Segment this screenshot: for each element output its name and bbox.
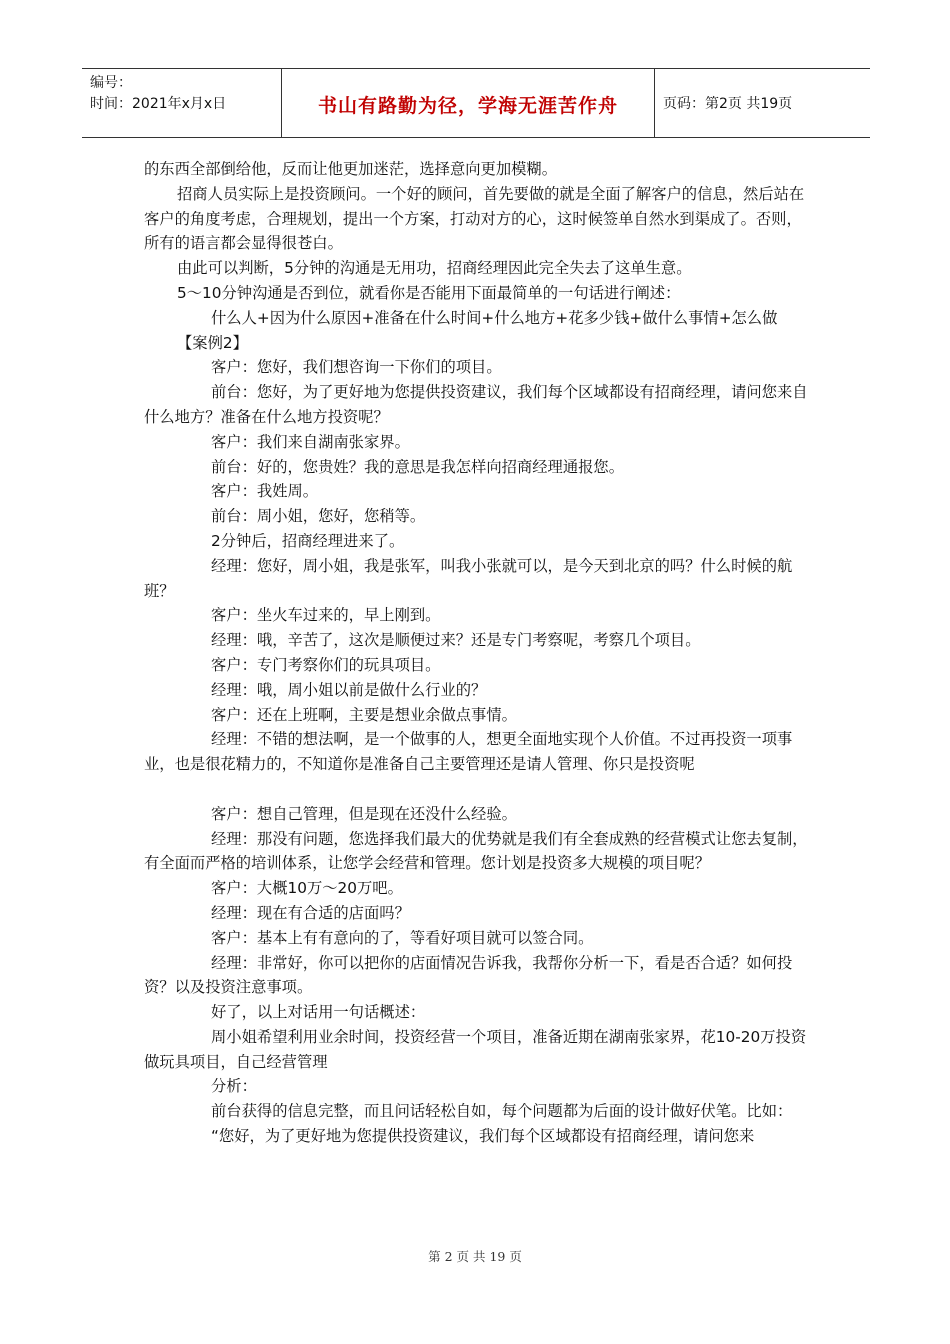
body-paragraph: 周小姐希望利用业余时间，投资经营一个项目，准备近期在湖南张家界，花10-20万投资做玩具项目，自己经营管理 (144, 1027, 807, 1071)
header-motto: 书山有路勤为径，学海无涯苦作舟 (317, 95, 618, 117)
body-paragraph: 什么人+因为什么原因+准备在什么时间+什么地方+花多少钱+做什么事情+怎么做 (211, 308, 778, 327)
body-paragraph: 客户：还在上班啊，主要是想业余做点事情。 (211, 705, 517, 724)
body-paragraph: 经理：哦，辛苦了，这次是顺便过来？还是专门考察呢，考察几个项目。 (211, 631, 701, 650)
body-paragraph: 客户：坐火车过来的，早上刚到。 (211, 606, 441, 625)
document-number-label: 编号： (90, 75, 132, 91)
header-motto-cell (282, 69, 655, 137)
body-paragraph: 的东西全部倒给他，反而让他更加迷茫，选择意向更加模糊。 (144, 160, 558, 178)
page-header (82, 68, 870, 138)
body-paragraph: “您好，为了更好地为您提供投资建议，我们每个区域都设有招商经理，请问您来 (211, 1127, 755, 1146)
body-paragraph: 好了，以上对话用一句话概述： (211, 1003, 426, 1022)
body-paragraph: 经理：那没有问题，您选择我们最大的优势就是我们有全套成熟的经营模式让您去复制，有全面而严格的培训体系，让您学会经营和管理。您计划是投资多大规模的项目呢？ (144, 829, 808, 873)
header-meta (82, 69, 282, 137)
body-paragraph: 客户：基本上有有意向的了，等看好项目就可以签合同。 (211, 928, 594, 947)
header-page-info: 页码：第2页 共19页 (663, 96, 793, 112)
body-paragraph: 客户：我姓周。 (211, 482, 319, 501)
body-paragraph: 【案例2】 (177, 333, 248, 352)
body-paragraph: 前台：好的，您贵姓？我的意思是我怎样向招商经理通报您。 (211, 457, 625, 476)
body-paragraph: 经理：不错的想法啊，是一个做事的人，想更全面地实现个人价值。不过再投资一项事业，也是很花精力的，不知道你是准备自己主要管理还是请人管理、你只是投资呢 (144, 730, 793, 774)
page-footer: 第 2 页 共 19 页 (428, 1249, 522, 1264)
body-paragraph: 前台：您好，为了更好地为您提供投资建议，我们每个区域都设有招商经理，请问您来自什么地方？准备在什么地方投资呢？ (144, 383, 808, 426)
body-paragraph: 客户：我们来自湖南张家界。 (211, 432, 410, 451)
body-paragraph: 客户：想自己管理，但是现在还没什么经验。 (211, 804, 517, 823)
document-date-label: 时间：2021年x月x日 (90, 96, 227, 112)
body-paragraph: 客户：专门考察你们的玩具项目。 (211, 655, 441, 674)
body-paragraph: 经理：哦，周小姐以前是做什么行业的？ (211, 680, 487, 699)
body-paragraph: 经理：现在有合适的店面吗？ (211, 903, 410, 922)
body-paragraph: 客户：您好，我们想咨询一下你们的项目。 (211, 358, 502, 377)
blank-line (144, 777, 809, 802)
body-paragraph: 2分钟后，招商经理进来了。 (211, 531, 405, 550)
body-paragraph: 前台：周小姐，您好，您稍等。 (211, 507, 426, 526)
document-body (144, 157, 809, 1149)
body-paragraph: 分析： (211, 1077, 257, 1096)
body-paragraph: 招商人员实际上是投资顾问。一个好的顾问，首先要做的就是全面了解客户的信息，然后站在客户的角度考虑，合理规划，提出一个方案，打动对方的心，这时候签单自然水到渠成了。否则，所有的语言都会显得很苍白。 (144, 184, 805, 253)
body-paragraph: 5～10分钟沟通是否到位，就看你是否能用下面最简单的一句话进行阐述： (177, 283, 681, 302)
body-paragraph: 经理：您好，周小姐，我是张军，叫我小张就可以，是今天到北京的吗？什么时候的航班？ (144, 556, 793, 600)
body-paragraph: 前台获得的信息完整，而且问话轻松自如，每个问题都为后面的设计做好伏笔。比如： (211, 1102, 793, 1121)
body-paragraph: 经理：非常好，你可以把你的店面情况告诉我，我帮你分析一下，看是否合适？如何投资？以及投资注意事项。 (144, 953, 793, 997)
body-paragraph: 客户：大概10万～20万吧。 (211, 879, 403, 898)
body-paragraph: 由此可以判断，5分钟的沟通是无用功，招商经理因此完全失去了这单生意。 (177, 259, 692, 278)
